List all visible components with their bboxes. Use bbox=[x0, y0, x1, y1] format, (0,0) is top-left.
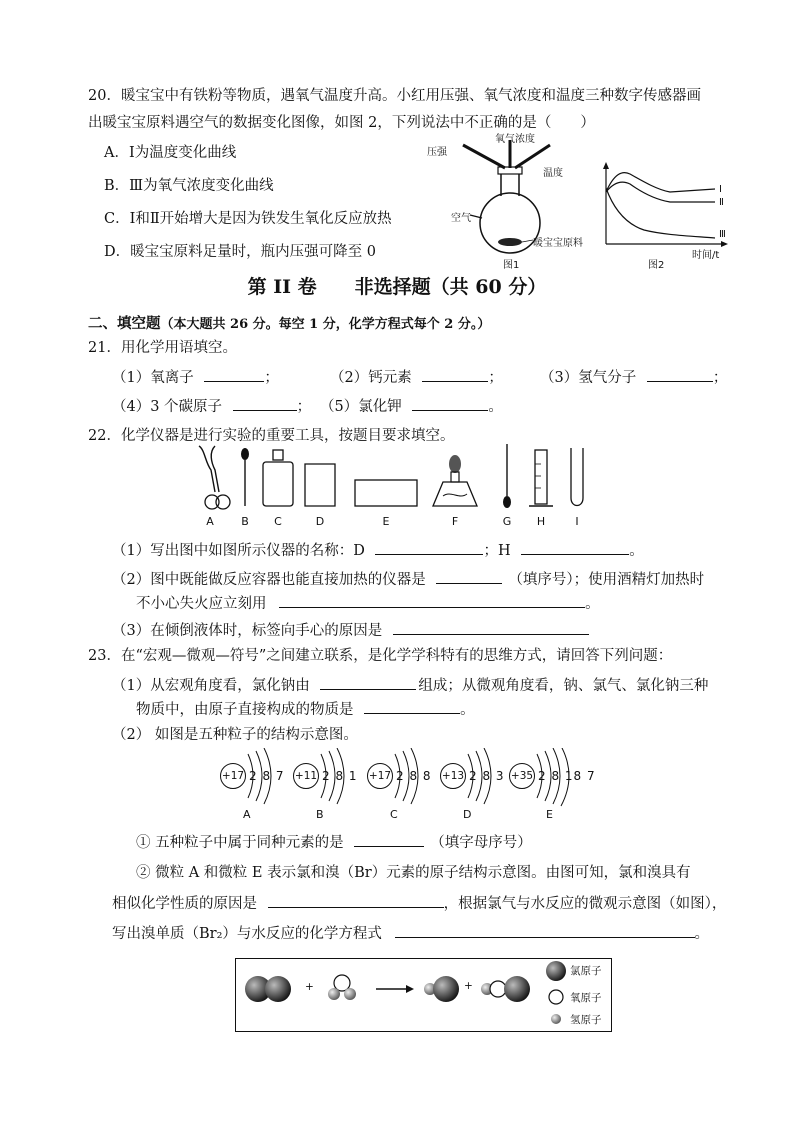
atom-e-shells: 2 8 18 7 bbox=[538, 769, 596, 783]
instrument-label-i: I bbox=[575, 515, 579, 528]
q23-blank-same-element[interactable] bbox=[354, 832, 424, 847]
q21-item-4 bbox=[112, 396, 311, 417]
atom-a-shells: 2 8 7 bbox=[249, 769, 285, 783]
q23-s2-text2: ，根据氯气与水反应的微观示意图（如图）， bbox=[443, 896, 727, 912]
q20-stem-line1: 20．暖宝宝中有铁粉等物质，遇氧气温度升高。小红用压强、氧气浓度和温度三种数字传感器画 bbox=[88, 88, 701, 104]
q21-semi-1: ； bbox=[264, 370, 279, 386]
atom-c-shells: 2 8 8 bbox=[396, 769, 432, 783]
electron-shell-arcs bbox=[210, 748, 590, 808]
q21-item-1 bbox=[112, 367, 279, 388]
q22-p1-text: （1）写出图中如图所示仪器的名称：D bbox=[112, 543, 365, 559]
reaction-diagram bbox=[235, 958, 612, 1032]
q20-option-b: B．Ⅲ为氧气浓度变化曲线 bbox=[104, 178, 274, 194]
q21-blank-5[interactable] bbox=[412, 396, 488, 411]
atom-d-nucleus: +13 bbox=[440, 763, 466, 789]
fig1-label-oxygen: 氧气浓度 bbox=[495, 134, 535, 145]
fig2-curve-label-1: Ⅰ bbox=[719, 184, 722, 195]
q22-part1 bbox=[112, 540, 644, 561]
q23-p1-text2: 组成；从微观角度看，钠、氯气、氯化钠三种 bbox=[418, 678, 709, 694]
q23-s2-end: 。 bbox=[694, 926, 710, 942]
q21-item-1-label: （1）氧离子 bbox=[112, 370, 194, 386]
q22-blank-label[interactable] bbox=[393, 620, 589, 635]
sensor-curves-graph bbox=[600, 160, 735, 250]
q21-blank-1[interactable] bbox=[204, 367, 264, 382]
q21-item-2-label: （2）钙元素 bbox=[330, 370, 412, 386]
q22-p1-end: 。 bbox=[629, 543, 644, 559]
instrument-label-c: C bbox=[274, 515, 282, 528]
atom-c-nucleus: +17 bbox=[367, 763, 393, 789]
q23-p1-text: （1）从宏观角度看，氯化钠由 bbox=[112, 678, 310, 694]
fig2-xlabel: 时间/t bbox=[692, 250, 720, 261]
reaction-plus-2: + bbox=[464, 980, 473, 992]
reaction-plus-1: + bbox=[305, 981, 314, 993]
legend-hydrogen: 氢原子 bbox=[570, 1014, 602, 1026]
q22-p2-text2: （填序号）；使用酒精灯加热时 bbox=[508, 572, 705, 588]
q23-part1-line2 bbox=[136, 699, 475, 720]
q21-stem: 21．用化学用语填空。 bbox=[88, 340, 237, 356]
fig1-caption: 图1 bbox=[503, 260, 520, 271]
q22-instruments-figure bbox=[185, 440, 595, 530]
legend-chlorine: 氯原子 bbox=[570, 965, 602, 977]
fig2-curve-label-3: Ⅲ bbox=[719, 229, 726, 240]
q23-stem: 23．在“宏观—微观—符号”之间建立联系，是化学学科特有的思维方式，请回答下列问题： bbox=[88, 648, 673, 664]
instrument-label-h: H bbox=[536, 515, 546, 528]
q20-figure2 bbox=[600, 160, 735, 270]
reaction-molecules-illustration bbox=[236, 959, 611, 1031]
q23-blank-equation[interactable] bbox=[395, 923, 695, 938]
q23-sub1 bbox=[136, 832, 532, 853]
fig2-curve-label-2: Ⅱ bbox=[719, 197, 724, 208]
q23-p1-text3: 物质中，由原子直接构成的物质是 bbox=[136, 702, 354, 718]
q21-semi-3: ； bbox=[712, 370, 728, 386]
atom-label-e: E bbox=[546, 808, 553, 821]
q21-semi-2: ； bbox=[488, 370, 503, 386]
atom-label-c: C bbox=[390, 808, 398, 821]
q23-sub2-line1: ② 微粒 A 和微粒 E 表示氯和溴（Br）元素的原子结构示意图。由图可知，氯和溴具有 bbox=[136, 865, 691, 881]
q23-s1-hint: （填字母序号） bbox=[430, 835, 532, 851]
q23-part1 bbox=[112, 675, 708, 696]
atom-label-d: D bbox=[463, 808, 472, 821]
q22-p2-end: 。 bbox=[585, 596, 600, 612]
atom-b-nucleus: +11 bbox=[293, 763, 319, 789]
q21-blank-2[interactable] bbox=[422, 367, 488, 382]
q22-part3 bbox=[112, 620, 589, 641]
q22-p2-text: （2）图中既能做反应容器也能直接加热的仪器是 bbox=[112, 572, 426, 588]
q22-part2-line2 bbox=[136, 593, 600, 614]
atom-label-a: A bbox=[243, 808, 251, 821]
q23-s2-text3: 写出溴单质（Br₂）与水反应的化学方程式 bbox=[112, 926, 382, 942]
q23-blank-atom[interactable] bbox=[364, 699, 460, 714]
legend-oxygen: 氧原子 bbox=[570, 992, 602, 1004]
q23-p1-end: 。 bbox=[460, 702, 475, 718]
q21-item-3-label: （3）氢气分子 bbox=[540, 370, 637, 386]
q21-blank-4[interactable] bbox=[233, 396, 297, 411]
q22-blank-fire[interactable] bbox=[279, 593, 585, 608]
q20-figure1 bbox=[425, 135, 595, 270]
q21-blank-3[interactable] bbox=[647, 367, 713, 382]
q22-p2-text3: 不小心失火应立刻用 bbox=[136, 596, 267, 612]
q22-p3-text: （3）在倾倒液体时，标签向手心的原因是 bbox=[112, 623, 383, 639]
instrument-label-b: B bbox=[241, 515, 249, 528]
q23-s2-text: 相似化学性质的原因是 bbox=[112, 896, 257, 912]
fig2-caption: 图2 bbox=[648, 260, 665, 271]
atom-b-shells: 2 8 1 bbox=[322, 769, 358, 783]
q21-item-3 bbox=[540, 367, 727, 388]
q20-option-d: D．暖宝宝原料足量时，瓶内压强可降至 0 bbox=[104, 244, 376, 260]
q23-blank-nacl[interactable] bbox=[320, 675, 416, 690]
atom-a-nucleus: +17 bbox=[220, 763, 246, 789]
q21-item-5 bbox=[320, 396, 503, 417]
atom-label-b: B bbox=[316, 808, 324, 821]
q21-item-2 bbox=[330, 367, 503, 388]
instrument-label-e: E bbox=[382, 515, 390, 528]
q20-stem-line2: 出暖宝宝原料遇空气的数据变化图像，如图 2，下列说法中不正确的是（ ） bbox=[88, 115, 595, 131]
q21-semi-4: ； bbox=[296, 399, 312, 415]
q22-stem: 22．化学仪器是进行实验的重要工具，按题目要求填空。 bbox=[88, 428, 455, 444]
flask-apparatus-illustration bbox=[425, 135, 595, 270]
atom-e-nucleus: +35 bbox=[509, 763, 535, 789]
q20-option-c: C．Ⅰ和Ⅱ开始增大是因为铁发生氧化反应放热 bbox=[104, 211, 392, 227]
q23-sub2-line3 bbox=[112, 923, 709, 944]
q22-blank-d[interactable] bbox=[375, 540, 483, 555]
q22-blank-container[interactable] bbox=[436, 569, 502, 584]
q23-s1-text: ① 五种粒子中属于同种元素的是 bbox=[136, 835, 344, 851]
fill-section-header bbox=[88, 314, 490, 335]
q22-blank-h[interactable] bbox=[521, 540, 629, 555]
instruments-illustration bbox=[185, 440, 595, 515]
atom-d-shells: 2 8 3 bbox=[469, 769, 505, 783]
fig1-label-temp: 温度 bbox=[543, 168, 563, 179]
instrument-label-d: D bbox=[315, 515, 325, 528]
q21-period: 。 bbox=[488, 399, 503, 415]
instrument-label-a: A bbox=[206, 515, 214, 528]
instrument-label-f: F bbox=[451, 515, 459, 528]
q22-p1-h: ；H bbox=[483, 543, 511, 559]
q23-blank-reason[interactable] bbox=[268, 893, 444, 908]
fig1-label-pressure: 压强 bbox=[427, 147, 447, 158]
section2-title: 第 II 卷 非选择题（共 60 分） bbox=[247, 276, 547, 298]
fill-header-bold: 二、填空题 bbox=[88, 315, 161, 332]
fig1-label-air: 空气 bbox=[451, 213, 471, 224]
q21-item-4-label: （4）3 个碳原子 bbox=[112, 399, 223, 415]
q23-sub2-line2 bbox=[112, 893, 726, 914]
q21-item-5-label: （5）氯化钾 bbox=[320, 399, 402, 415]
q22-part2 bbox=[112, 569, 704, 590]
fig1-label-material: 暖宝宝原料 bbox=[533, 238, 583, 249]
fill-header-rest: （本大题共 26 分。每空 1 分，化学方程式每个 2 分。） bbox=[160, 317, 491, 332]
q23-part2: （2） 如图是五种粒子的结构示意图。 bbox=[112, 727, 358, 743]
q20-option-a: A．Ⅰ为温度变化曲线 bbox=[104, 145, 237, 161]
instrument-label-g: G bbox=[502, 515, 512, 528]
